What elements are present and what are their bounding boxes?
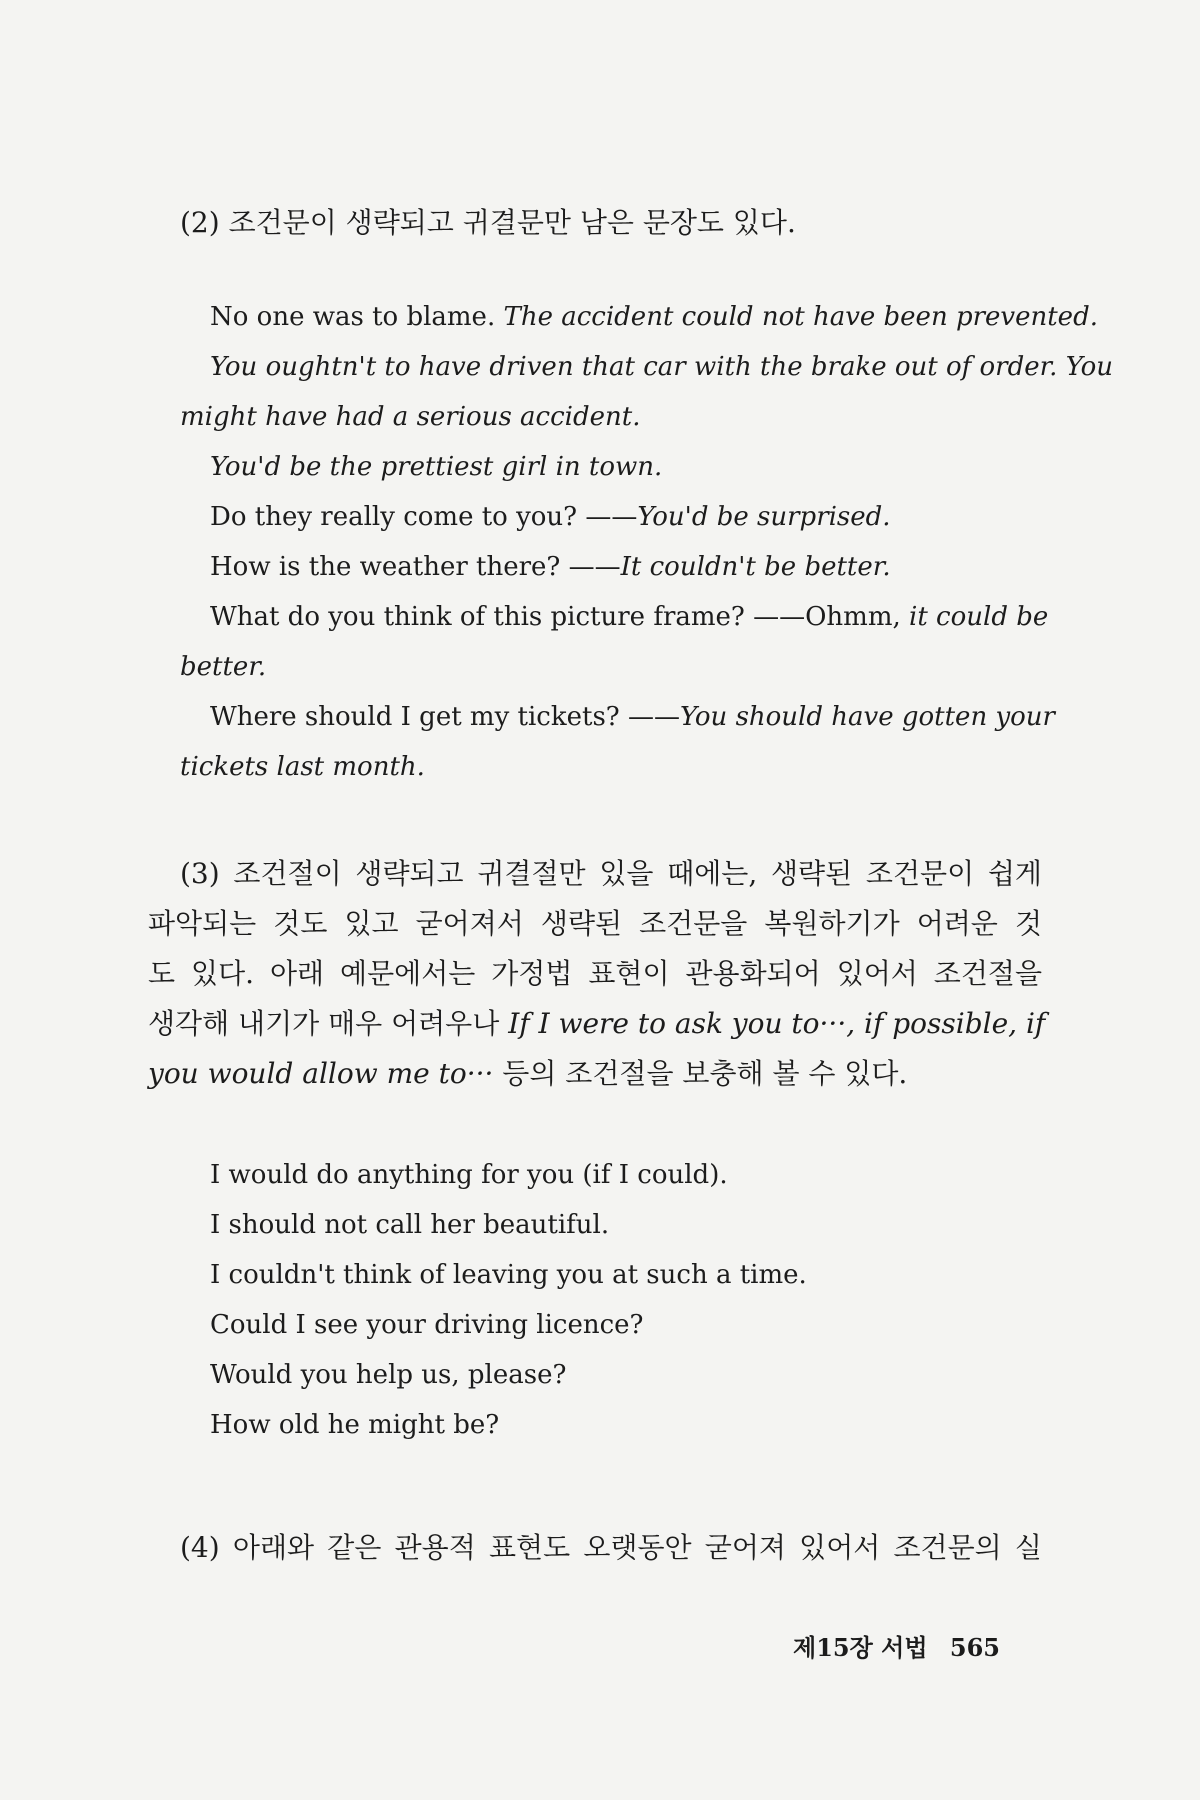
example-sentence: [210, 352, 1114, 382]
text-run: You should have gotten your: [680, 702, 1055, 732]
text-run: (3) 조건절이 생략되고 귀결절만 있을 때에는, 생략된 조건문이 쉽게: [180, 857, 1042, 890]
text-run: You oughtn't to have driven that car with the brake out of order. You: [210, 352, 1114, 382]
example-sentence: [180, 402, 640, 432]
text-run: Where should I get my tickets? ——: [210, 702, 680, 732]
text-run: you would allow me to···: [148, 1057, 494, 1090]
text-run: 도 있다. 아래 예문에서는 가정법 표현이 관용화되어 있어서 조건절을: [148, 957, 1042, 990]
text-run: better.: [180, 652, 267, 682]
example-sentence: I should not call her beautiful.: [210, 1210, 610, 1240]
example-sentence: [210, 452, 662, 482]
text-run: Do they really come to you? ——: [210, 502, 638, 532]
text-run: tickets last month.: [180, 752, 425, 782]
example-sentence: Would you help us, please?: [210, 1360, 567, 1390]
example-sentence: [210, 602, 1049, 632]
text-run: might have had a serious accident.: [180, 402, 641, 432]
paragraph-line: [148, 1002, 1046, 1042]
text-run: It couldn't be better.: [620, 552, 891, 582]
paragraph-line: [180, 852, 1042, 892]
example-sentence: [180, 752, 425, 782]
text-run: it could be: [909, 602, 1049, 632]
text-run: How is the weather there? ——: [210, 552, 621, 582]
example-sentence: [210, 552, 891, 582]
text-run: If I were to ask you to···, if possible, if: [508, 1007, 1046, 1040]
example-sentence: I couldn't think of leaving you at such a time.: [210, 1260, 807, 1290]
text-run: 등의 조건절을 보충해 볼 수 있다.: [493, 1057, 908, 1090]
example-sentence: I would do anything for you (if I could).: [210, 1160, 728, 1190]
section-2-heading: (2) 조건문이 생략되고 귀결문만 남은 문장도 있다.: [180, 206, 796, 239]
text-run: 생각해 내기가 매우 어려우나: [148, 1007, 509, 1040]
example-sentence: [210, 502, 891, 532]
text-run: No one was to blame.: [210, 302, 504, 332]
example-sentence: [210, 702, 1055, 732]
text-run: The accident could not have been prevented.: [503, 302, 1098, 332]
example-sentence: [210, 302, 1098, 332]
text-run: What do you think of this picture frame? ——Ohmm,: [210, 602, 910, 632]
text-run: You'd be the prettiest girl in town.: [210, 452, 663, 482]
example-sentence: [180, 652, 266, 682]
example-sentence: How old he might be?: [210, 1410, 500, 1440]
example-sentence: Could I see your driving licence?: [210, 1310, 644, 1340]
paragraph-line: [148, 1052, 907, 1092]
page-number: 565: [949, 1633, 1000, 1662]
text-run: You'd be surprised.: [637, 502, 891, 532]
section-4-heading: (4) 아래와 같은 관용적 표현도 오랫동안 굳어져 있어서 조건문의 실: [180, 1531, 1042, 1564]
text-run: 파악되는 것도 있고 굳어져서 생략된 조건문을 복원하기가 어려운 것: [148, 907, 1042, 940]
paragraph-line: [148, 952, 1042, 992]
chapter-label: 제15장 서법: [793, 1633, 928, 1662]
page-footer: [793, 1628, 1000, 1663]
paragraph-line: [148, 902, 1042, 942]
